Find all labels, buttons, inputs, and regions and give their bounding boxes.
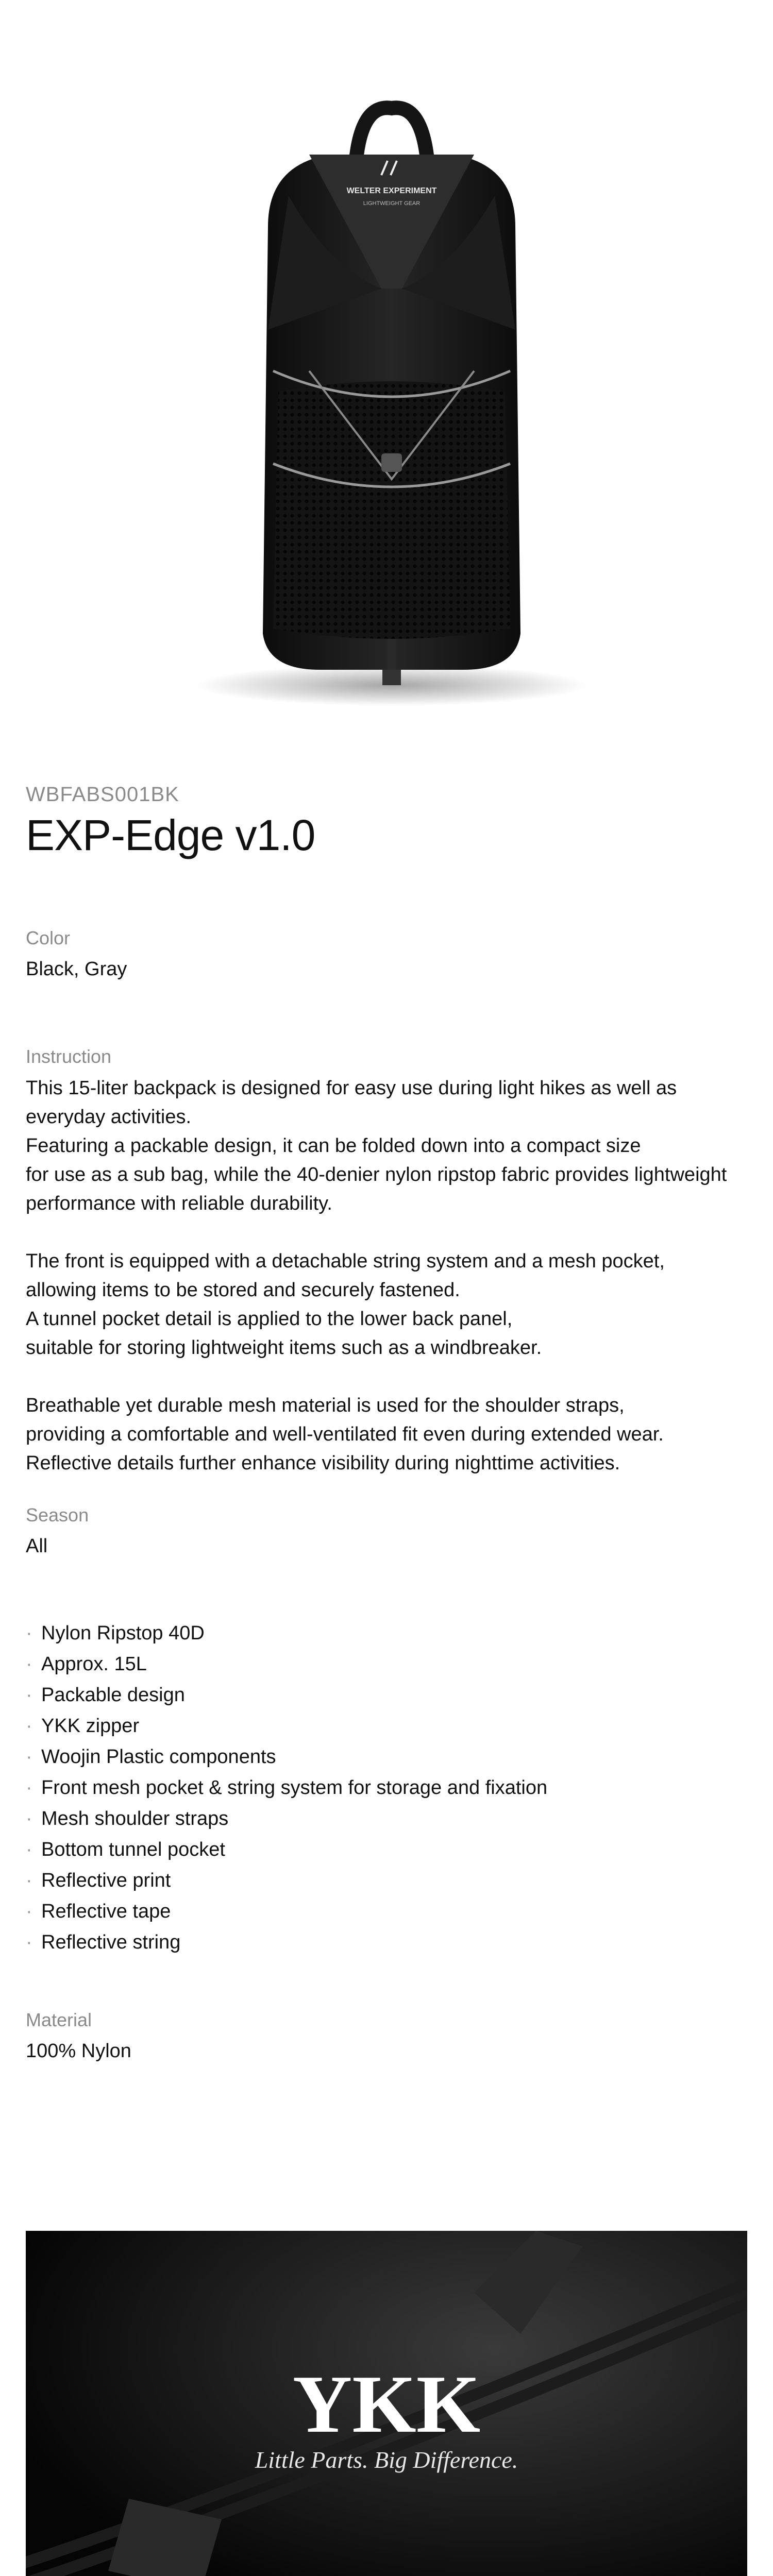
list-item: · YKK zipper [26,1715,140,1737]
season-label: Season [26,1504,89,1526]
color-section [26,927,747,980]
instruction-line: The front is equipped with a detachable string system and a mesh pocket, [26,1250,665,1272]
ykk-tagline: Little Parts. Big Difference. [255,2447,518,2473]
color-value: Black, Gray [26,958,127,980]
instruction-paragraph-2 [26,1247,747,1362]
instruction-line: providing a comfortable and well-ventilated fit even during extended wear. [26,1423,664,1445]
list-item: · Reflective string [26,1931,181,1953]
season-section [26,1504,747,1557]
bag-logo-subtext: LIGHTWEIGHT GEAR [363,200,421,207]
material-section [26,2009,747,2062]
list-item: · Bottom tunnel pocket [26,1839,225,1860]
list-item: · Packable design [26,1684,185,1706]
ykk-logo: YKK [292,2358,481,2450]
instruction-line: for use as a sub bag, while the 40-denier nylon ripstop fabric provides lightweight [26,1164,727,1185]
bag-logo-text: WELTER EXPERIMENT [346,187,437,195]
instruction-line: suitable for storing lightweight items such as a windbreaker. [26,1337,542,1359]
color-label: Color [26,927,71,948]
instruction-line: Featuring a packable design, it can be folded down into a compact size [26,1135,641,1157]
instruction-line: This 15-liter backpack is designed for easy use during light hikes as well as [26,1077,677,1099]
material-label: Material [26,2009,92,2030]
season-value: All [26,1535,48,1557]
instruction-label: Instruction [26,1046,112,1067]
instruction-line: everyday activities. [26,1106,192,1128]
instruction-line: A tunnel pocket detail is applied to the lower back panel, [26,1308,513,1330]
zipper-illustration [26,2231,747,2576]
material-value: 100% Nylon [26,2040,131,2062]
feature-list [26,1618,747,1958]
instruction-line: Breathable yet durable mesh material is used for the shoulder straps, [26,1395,625,1416]
backpack-illustration [0,0,773,737]
instruction-paragraph-3 [26,1391,747,1478]
product-title: EXP-Edge v1.0 [26,811,315,859]
list-item: · Nylon Ripstop 40D [26,1622,205,1644]
list-item: · Mesh shoulder straps [26,1808,229,1829]
instruction-line: allowing items to be stored and securely fastened. [26,1279,460,1301]
list-item: · Reflective print [26,1870,171,1891]
product-header [26,783,747,860]
product-image [0,0,773,737]
ykk-banner [26,2231,747,2576]
list-item: · Front mesh pocket & string system for storage and fixation [26,1777,548,1799]
instruction-line: performance with reliable durability. [26,1193,332,1214]
instruction-paragraph-1 [26,1074,747,1218]
list-item: · Reflective tape [26,1901,171,1922]
list-item: · Approx. 15L [26,1653,147,1675]
instruction-line: Reflective details further enhance visibility during nighttime activities. [26,1452,620,1474]
product-sku: WBFABS001BK [26,783,179,806]
list-item: · Woojin Plastic components [26,1746,276,1768]
instruction-section [26,1046,747,1478]
